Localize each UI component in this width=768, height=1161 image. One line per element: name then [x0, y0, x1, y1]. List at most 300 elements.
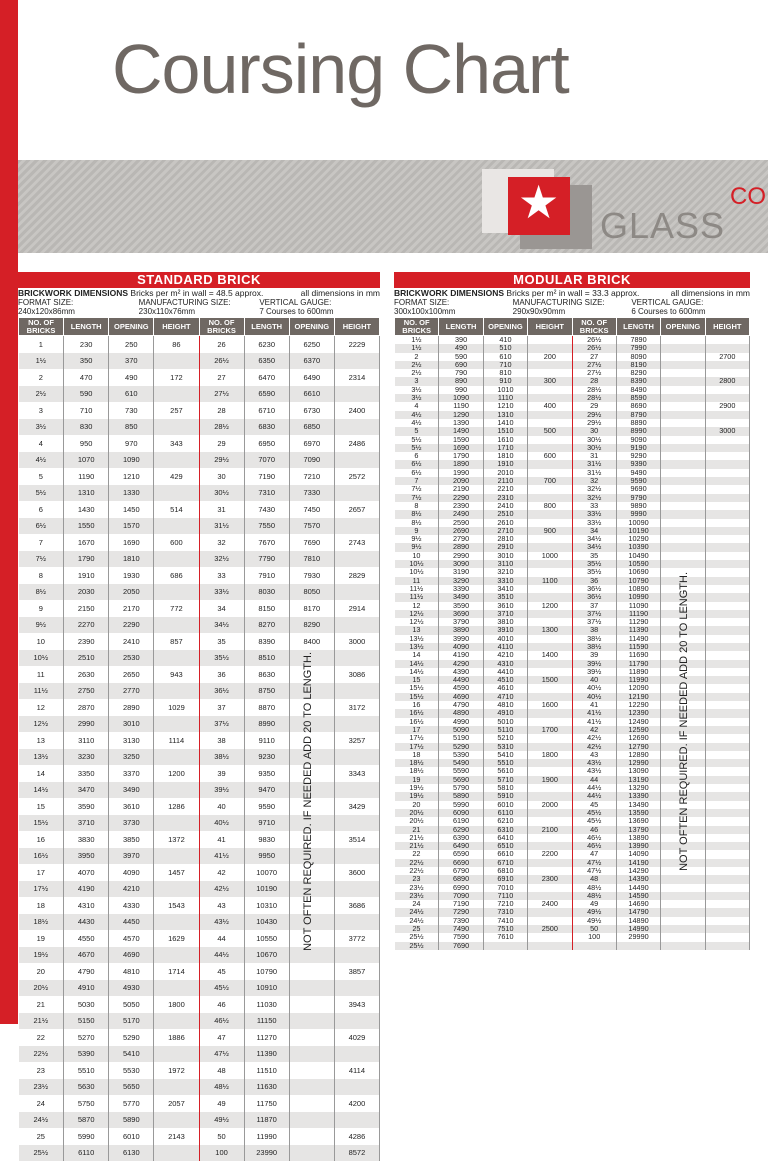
table-cell	[528, 411, 572, 419]
table-row	[19, 584, 380, 601]
table-cell	[528, 336, 572, 345]
table-cell	[705, 560, 749, 568]
table-cell: 9350	[244, 765, 289, 782]
table-cell: 47	[572, 850, 616, 858]
table-cell: 7430	[244, 501, 289, 518]
table-cell	[334, 815, 379, 832]
table-cell: 1290	[439, 411, 483, 419]
table-cell: 13	[395, 626, 439, 634]
table-cell: 2030	[64, 584, 109, 601]
table-row	[395, 419, 750, 427]
table-cell	[705, 336, 749, 345]
table-cell: 1590	[439, 436, 483, 444]
table-cell: 7910	[244, 567, 289, 584]
table-cell: 7190	[244, 468, 289, 485]
table-cell: 17	[395, 726, 439, 734]
table-cell: 13½	[395, 643, 439, 651]
table-cell	[705, 767, 749, 775]
table-cell: 5½	[19, 485, 64, 502]
table-cell	[154, 617, 199, 634]
table-cell	[528, 792, 572, 800]
table-cell: 4190	[64, 881, 109, 898]
table-row	[395, 660, 750, 668]
table-cell: 1550	[64, 518, 109, 535]
table-cell: 1543	[154, 897, 199, 914]
table-cell: 4790	[439, 701, 483, 709]
table-cell: 11190	[616, 610, 660, 618]
table-row	[395, 908, 750, 916]
table-cell	[334, 452, 379, 469]
table-cell	[528, 809, 572, 817]
table-cell: 5	[395, 427, 439, 435]
table-cell: 14890	[616, 917, 660, 925]
table-row	[19, 617, 380, 634]
column-header: NO. OF BRICKS	[572, 318, 616, 336]
table-cell: 3	[19, 402, 64, 419]
table-cell: 34	[572, 527, 616, 535]
table-row	[19, 468, 380, 485]
table-cell: 5½	[395, 436, 439, 444]
star-icon: ★	[518, 179, 559, 225]
table-cell: 5170	[109, 1013, 154, 1030]
table-cell: 1910	[64, 567, 109, 584]
standard-mfg-value: 230x110x76mm	[139, 307, 195, 316]
table-cell: 1629	[154, 930, 199, 947]
table-cell: 4½	[395, 411, 439, 419]
table-cell: 610	[483, 353, 527, 361]
table-cell: 2650	[109, 666, 154, 683]
table-cell	[289, 1095, 334, 1112]
table-cell: 1900	[528, 776, 572, 784]
table-cell	[528, 693, 572, 701]
table-cell: 8090	[616, 353, 660, 361]
table-cell: 500	[528, 427, 572, 435]
table-cell: 230	[64, 336, 109, 353]
table-cell: 7690	[439, 942, 483, 950]
table-cell: 13290	[616, 784, 660, 792]
table-row	[395, 701, 750, 709]
table-cell: 49½	[572, 908, 616, 916]
table-cell	[154, 1079, 199, 1096]
table-cell: 22½	[395, 859, 439, 867]
table-cell: 13590	[616, 809, 660, 817]
table-cell	[528, 917, 572, 925]
table-cell: 2572	[334, 468, 379, 485]
table-cell: 4810	[483, 701, 527, 709]
table-cell	[334, 353, 379, 370]
table-cell	[705, 552, 749, 560]
table-cell: 11	[395, 577, 439, 585]
table-cell: 1400	[528, 651, 572, 659]
table-cell: 8270	[244, 617, 289, 634]
table-cell	[661, 535, 705, 543]
table-cell: 4550	[64, 930, 109, 947]
table-cell: 5390	[439, 751, 483, 759]
table-cell	[528, 643, 572, 651]
table-cell: 12290	[616, 701, 660, 709]
table-cell	[705, 668, 749, 676]
table-cell	[705, 817, 749, 825]
table-row	[19, 353, 380, 370]
table-cell: 38½	[199, 749, 244, 766]
table-cell: 2900	[705, 402, 749, 410]
table-cell: 1690	[439, 444, 483, 452]
table-cell: 27	[199, 369, 244, 386]
standard-dims-note: all dimensions in mm	[301, 288, 380, 299]
table-cell: 11990	[244, 1128, 289, 1145]
table-cell: 730	[109, 402, 154, 419]
table-cell: 36½	[572, 593, 616, 601]
table-cell: 10430	[244, 914, 289, 931]
table-cell: 2800	[705, 377, 749, 385]
table-cell: 1114	[154, 732, 199, 749]
table-cell: 4610	[483, 684, 527, 692]
table-cell: 5630	[64, 1079, 109, 1096]
standard-note: NOT OFTEN REQUIRED. IF NEEDED ADD 20 TO LENGTH.	[302, 652, 314, 951]
table-cell: 7610	[483, 933, 527, 941]
table-row	[395, 676, 750, 684]
table-cell: 41	[572, 701, 616, 709]
table-cell: 10590	[616, 560, 660, 568]
table-cell: 8050	[289, 584, 334, 601]
table-cell: 10190	[244, 881, 289, 898]
table-cell	[705, 369, 749, 377]
table-cell: 6410	[483, 834, 527, 842]
table-cell: 2143	[154, 1128, 199, 1145]
table-cell: 12190	[616, 693, 660, 701]
table-cell: 590	[64, 386, 109, 403]
table-cell: 6910	[483, 875, 527, 883]
table-cell: 9	[19, 600, 64, 617]
table-cell: 24½	[19, 1112, 64, 1129]
table-cell: 4810	[109, 963, 154, 980]
table-cell: 47½	[572, 867, 616, 875]
table-cell: 8690	[616, 402, 660, 410]
table-cell: 600	[154, 534, 199, 551]
table-cell	[705, 469, 749, 477]
table-cell: 6250	[289, 336, 334, 353]
table-cell: 600	[528, 452, 572, 460]
table-cell	[661, 369, 705, 377]
table-cell: 2210	[483, 485, 527, 493]
table-cell	[661, 502, 705, 510]
table-cell: 1450	[109, 501, 154, 518]
modular-dims-text: Bricks per m² in wall = 33.3 approx.	[506, 288, 639, 298]
table-row	[19, 831, 380, 848]
table-cell: 35	[199, 633, 244, 650]
table-cell: 3172	[334, 699, 379, 716]
table-cell: 7550	[244, 518, 289, 535]
table-row	[19, 848, 380, 865]
table-cell: 14190	[616, 859, 660, 867]
table-cell: 3910	[483, 626, 527, 634]
table-cell: 3490	[439, 593, 483, 601]
table-cell	[661, 892, 705, 900]
table-cell	[705, 850, 749, 858]
table-cell: 11490	[616, 635, 660, 643]
table-cell: 11590	[616, 643, 660, 651]
table-cell: 11690	[616, 651, 660, 659]
table-cell: 2½	[395, 361, 439, 369]
table-cell: 42½	[199, 881, 244, 898]
table-cell: 24	[19, 1095, 64, 1112]
table-cell: 3600	[334, 864, 379, 881]
modular-note: NOT OFTEN REQUIRED. IF NEEDED ADD 20 TO LENGTH.	[678, 572, 690, 871]
table-cell: 27	[572, 353, 616, 361]
table-cell: 47	[199, 1029, 244, 1046]
table-cell: 2829	[334, 567, 379, 584]
table-cell	[705, 784, 749, 792]
table-cell	[528, 485, 572, 493]
table-row	[395, 792, 750, 800]
table-cell: 25	[395, 925, 439, 933]
table-cell: 23½	[395, 892, 439, 900]
table-cell	[661, 361, 705, 369]
table-cell: 4190	[439, 651, 483, 659]
table-cell: 710	[483, 361, 527, 369]
table-cell: 9590	[616, 477, 660, 485]
table-cell	[289, 1112, 334, 1129]
table-cell: 4890	[439, 709, 483, 717]
table-cell: 45½	[199, 980, 244, 997]
table-cell: 1570	[109, 518, 154, 535]
table-cell: 370	[109, 353, 154, 370]
table-row	[19, 518, 380, 535]
table-cell: 48	[199, 1062, 244, 1079]
table-cell: 2400	[528, 900, 572, 908]
table-cell: 3230	[64, 749, 109, 766]
table-cell: 49	[199, 1095, 244, 1112]
standard-format-label: FORMAT SIZE:	[18, 298, 73, 307]
table-cell: 6390	[439, 834, 483, 842]
table-row	[19, 897, 380, 914]
table-cell	[528, 344, 572, 352]
table-cell: 7890	[616, 336, 660, 345]
table-cell: 39	[572, 651, 616, 659]
table-cell: 6890	[439, 875, 483, 883]
table-cell: 14½	[395, 660, 439, 668]
table-cell: 5390	[64, 1046, 109, 1063]
table-cell: 32½	[572, 494, 616, 502]
table-cell: 3990	[439, 635, 483, 643]
table-cell	[705, 809, 749, 817]
table-cell: 6	[19, 501, 64, 518]
table-cell: 10690	[616, 568, 660, 576]
table-cell: 4790	[64, 963, 109, 980]
table-cell: 7290	[439, 908, 483, 916]
standard-gauge-value: 7 Courses to 600mm	[259, 307, 333, 316]
table-cell: 13190	[616, 776, 660, 784]
table-cell: 1110	[483, 394, 527, 402]
table-cell: 1310	[483, 411, 527, 419]
table-cell	[705, 734, 749, 742]
table-cell	[528, 386, 572, 394]
table-cell: 4286	[334, 1128, 379, 1145]
table-cell: 4690	[439, 693, 483, 701]
table-cell: 34½	[199, 617, 244, 634]
table-row	[19, 815, 380, 832]
table-cell	[661, 394, 705, 402]
table-cell: 1000	[528, 552, 572, 560]
table-cell: 28	[199, 402, 244, 419]
column-header: LENGTH	[64, 318, 109, 336]
table-cell: 4029	[334, 1029, 379, 1046]
table-cell: 2810	[483, 535, 527, 543]
table-cell: 2170	[109, 600, 154, 617]
table-cell	[661, 444, 705, 452]
table-cell: 590	[439, 353, 483, 361]
table-cell	[528, 933, 572, 941]
table-cell: 6490	[289, 369, 334, 386]
table-row	[19, 551, 380, 568]
table-cell: 48½	[199, 1079, 244, 1096]
table-cell: 9890	[616, 502, 660, 510]
table-cell: 2010	[483, 469, 527, 477]
table-cell	[528, 535, 572, 543]
table-cell: 32	[572, 477, 616, 485]
table-cell	[289, 1013, 334, 1030]
table-cell: 2530	[109, 650, 154, 667]
table-cell	[661, 519, 705, 527]
table-cell: 42	[199, 864, 244, 881]
table-row	[395, 402, 750, 410]
table-cell	[528, 718, 572, 726]
column-header: HEIGHT	[154, 318, 199, 336]
table-cell: 35½	[572, 568, 616, 576]
table-cell: 17½	[19, 881, 64, 898]
table-cell: 44	[199, 930, 244, 947]
table-cell: 12½	[395, 618, 439, 626]
table-cell: 13690	[616, 817, 660, 825]
table-row	[395, 502, 750, 510]
table-row	[19, 782, 380, 799]
table-cell	[334, 848, 379, 865]
table-cell: 2610	[483, 519, 527, 527]
table-cell: 45½	[572, 809, 616, 817]
table-cell: 19½	[395, 792, 439, 800]
table-cell: 257	[154, 402, 199, 419]
table-cell	[334, 914, 379, 931]
table-cell: 3510	[483, 593, 527, 601]
table-cell: 3250	[109, 749, 154, 766]
table-cell	[154, 551, 199, 568]
table-cell: 5½	[395, 444, 439, 452]
table-cell: 8750	[244, 683, 289, 700]
table-cell	[705, 726, 749, 734]
table-cell	[661, 411, 705, 419]
table-cell: 2314	[334, 369, 379, 386]
table-row	[395, 568, 750, 576]
table-cell	[528, 784, 572, 792]
standard-brick-panel	[18, 272, 380, 1161]
table-cell: 1500	[528, 676, 572, 684]
table-row	[19, 947, 380, 964]
table-cell: 12790	[616, 743, 660, 751]
table-cell: 29	[572, 402, 616, 410]
table-cell: 4010	[483, 635, 527, 643]
table-cell: 34½	[572, 535, 616, 543]
table-cell: 4200	[334, 1095, 379, 1112]
table-cell	[528, 460, 572, 468]
table-cell	[661, 419, 705, 427]
logo-co-text: CO	[730, 183, 766, 211]
table-cell: 7	[395, 477, 439, 485]
table-row	[19, 699, 380, 716]
table-cell: 8490	[616, 386, 660, 394]
table-cell: 943	[154, 666, 199, 683]
table-cell: 16	[19, 831, 64, 848]
table-cell	[334, 485, 379, 502]
table-cell: 8630	[244, 666, 289, 683]
table-cell	[705, 610, 749, 618]
table-cell: 8	[19, 567, 64, 584]
table-row	[395, 577, 750, 585]
table-cell: 9190	[616, 444, 660, 452]
table-row	[395, 460, 750, 468]
standard-mfg-label: MANUFACTURING SIZE:	[139, 298, 231, 307]
table-row	[395, 394, 750, 402]
table-cell: 12390	[616, 709, 660, 717]
modular-mfg-value: 290x90x90mm	[513, 307, 565, 316]
table-row	[19, 1145, 380, 1161]
table-cell: 350	[64, 353, 109, 370]
table-cell: 470	[64, 369, 109, 386]
table-cell	[528, 394, 572, 402]
table-cell: 13990	[616, 842, 660, 850]
table-cell: 7690	[289, 534, 334, 551]
table-cell	[334, 617, 379, 634]
table-cell	[661, 933, 705, 941]
table-cell: 4670	[64, 947, 109, 964]
table-row	[395, 560, 750, 568]
table-cell: 25½	[19, 1145, 64, 1161]
table-cell: 21½	[19, 1013, 64, 1030]
table-cell: 1100	[528, 577, 572, 585]
table-cell	[705, 651, 749, 659]
table-cell: 1990	[439, 469, 483, 477]
table-cell	[705, 826, 749, 834]
table-row	[19, 402, 380, 419]
table-cell: 10½	[395, 560, 439, 568]
table-cell: 28½	[199, 419, 244, 436]
table-cell	[154, 683, 199, 700]
table-cell: 29½	[199, 452, 244, 469]
table-cell: 7570	[289, 518, 334, 535]
table-cell: 250	[109, 336, 154, 353]
table-cell	[528, 892, 572, 900]
table-cell: 4710	[483, 693, 527, 701]
table-cell: 14490	[616, 884, 660, 892]
table-cell: 40½	[199, 815, 244, 832]
table-cell: 990	[439, 386, 483, 394]
table-row	[19, 914, 380, 931]
table-cell: 5890	[109, 1112, 154, 1129]
table-cell: 6350	[244, 353, 289, 370]
column-header: HEIGHT	[334, 318, 379, 336]
table-cell: 1½	[19, 353, 64, 370]
table-cell: 37½	[572, 618, 616, 626]
table-row	[395, 668, 750, 676]
table-cell	[661, 560, 705, 568]
table-cell: 12990	[616, 759, 660, 767]
table-cell: 22	[19, 1029, 64, 1046]
table-row	[395, 618, 750, 626]
table-cell	[705, 543, 749, 551]
table-cell: 5790	[439, 784, 483, 792]
table-cell: 8890	[616, 419, 660, 427]
table-cell: 690	[439, 361, 483, 369]
table-cell: 3857	[334, 963, 379, 980]
